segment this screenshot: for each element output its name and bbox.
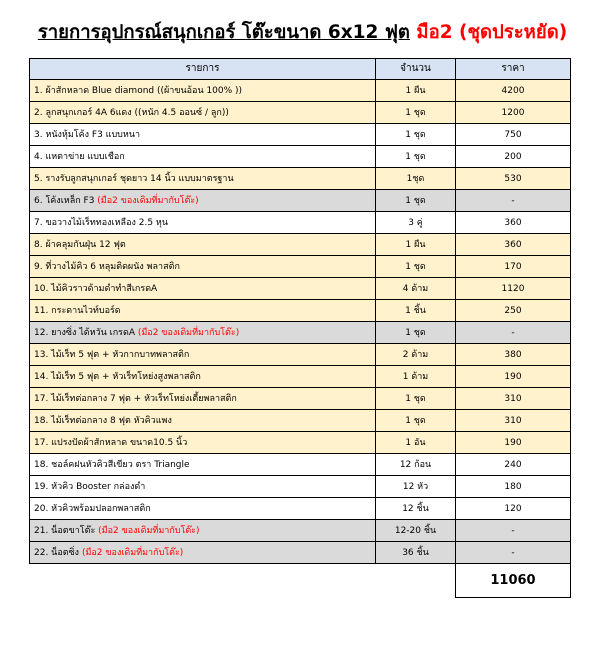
header-item: รายการ: [30, 59, 376, 80]
item-label: 14. ไม้เร็ท 5 ฟุต + หัวเร็ทโหย่งสูงพลาสติก: [34, 371, 201, 382]
item-cell: [30, 432, 376, 454]
qty-cell: 12 ก้อน: [376, 454, 456, 476]
item-cell: [30, 322, 376, 344]
qty-cell: 36 ชิ้น: [376, 542, 456, 564]
table-row: [30, 278, 571, 300]
qty-cell: 1 ชุด: [376, 190, 456, 212]
document-title: [0, 18, 605, 48]
item-label: 4. แหตาข่าย แบบเชือก: [34, 151, 125, 162]
qty-cell: 1 อัน: [376, 432, 456, 454]
table-row: [30, 300, 571, 322]
qty-cell: 1 ชุด: [376, 388, 456, 410]
price-cell: 310: [456, 410, 571, 432]
table-row: [30, 80, 571, 102]
title-sub: มือ2 (ชุดประหยัด): [416, 22, 568, 43]
item-label: 19. หัวคิว Booster กล่องดำ: [34, 481, 146, 492]
price-cell: 310: [456, 388, 571, 410]
item-cell: [30, 344, 376, 366]
table-row: [30, 212, 571, 234]
qty-cell: 12 ชิ้น: [376, 498, 456, 520]
qty-cell: 2 ด้าม: [376, 344, 456, 366]
price-cell: 750: [456, 124, 571, 146]
item-label: 13. ไม้เร็ท 5 ฟุต + หัวกากบาทพลาสติก: [34, 349, 190, 360]
table-row: [30, 520, 571, 542]
item-cell: [30, 190, 376, 212]
table-row: [30, 498, 571, 520]
qty-cell: 1 ชุด: [376, 410, 456, 432]
item-label: 5. รางรับลูกสนุกเกอร์ ชุดยาว 14 นิ้ว แบบมาตรฐาน: [34, 173, 234, 184]
item-cell: [30, 520, 376, 542]
table-row: [30, 388, 571, 410]
table-row: [30, 542, 571, 564]
qty-cell: 1 ชุด: [376, 256, 456, 278]
title-main: รายการอุปกรณ์สนุกเกอร์ โต๊ะขนาด 6x12 ฟุต: [37, 22, 410, 43]
item-cell: [30, 212, 376, 234]
price-cell: 200: [456, 146, 571, 168]
qty-cell: 1 ผืน: [376, 234, 456, 256]
item-cell: [30, 146, 376, 168]
price-cell: 250: [456, 300, 571, 322]
table-row: [30, 366, 571, 388]
qty-cell: 1 ชิ้น: [376, 300, 456, 322]
table-row: [30, 146, 571, 168]
item-note: (มือ2 ของเดิมที่มากับโต๊ะ): [97, 195, 199, 206]
item-cell: [30, 542, 376, 564]
item-label: 18. ชอล์คฝนหัวคิวสีเขียว ตรา Triangle: [34, 459, 190, 470]
qty-cell: 1 ชุด: [376, 124, 456, 146]
item-cell: [30, 168, 376, 190]
price-cell: 530: [456, 168, 571, 190]
price-cell: 360: [456, 234, 571, 256]
item-label: 11. กระดานไวท์บอร์ด: [34, 305, 121, 316]
equipment-table: [29, 58, 571, 598]
qty-cell: 1 ชุด: [376, 146, 456, 168]
table-row: [30, 432, 571, 454]
item-cell: [30, 498, 376, 520]
item-label: 3. หนังหุ้มโค้ง F3 แบบหนา: [34, 129, 141, 140]
total-price: 11060: [456, 564, 571, 598]
price-cell: -: [456, 322, 571, 344]
qty-cell: 1 ผืน: [376, 80, 456, 102]
item-cell: [30, 124, 376, 146]
price-cell: 1200: [456, 102, 571, 124]
price-cell: 1120: [456, 278, 571, 300]
qty-cell: 3 คู่: [376, 212, 456, 234]
item-cell: [30, 278, 376, 300]
item-label: 8. ผ้าคลุมกันฝุ่น 12 ฟุต: [34, 239, 126, 250]
price-cell: 380: [456, 344, 571, 366]
price-cell: -: [456, 520, 571, 542]
table-header-row: [30, 59, 571, 80]
item-label: 10. ไม้คิวราวด้ามดำทำสีเกรดA: [34, 283, 158, 294]
table-row: [30, 410, 571, 432]
qty-cell: 12-20 ชิ้น: [376, 520, 456, 542]
price-cell: 170: [456, 256, 571, 278]
item-label: 1. ผ้าสักหลาด Blue diamond ((ผ้าขนอ้อน 100% )): [34, 85, 243, 96]
item-label: 22. น็อตซิ่ง: [34, 547, 82, 558]
price-cell: 190: [456, 366, 571, 388]
item-label: 21. น็อตขาโต๊ะ: [34, 525, 99, 536]
price-cell: 190: [456, 432, 571, 454]
item-label: 2. ลูกสนุกเกอร์ 4A 6แดง ((หนัก 4.5 ออนซ์ / ลูก)): [34, 107, 229, 118]
price-cell: 4200: [456, 80, 571, 102]
item-label: 20. หัวคิวพร้อมปลอกพลาสติก: [34, 503, 151, 514]
price-cell: -: [456, 190, 571, 212]
qty-cell: 1 ชุด: [376, 322, 456, 344]
table-row: [30, 344, 571, 366]
item-label: 18. ไม้เร็ทต่อกลาง 8 ฟุต หัวคิวแพง: [34, 415, 172, 426]
qty-cell: 1 ชุด: [376, 102, 456, 124]
item-label: 17. ไม้เร็ทต่อกลาง 7 ฟุต + หัวเร็ทโหย่งเตี้ยพลาสติก: [34, 393, 237, 404]
total-row: [30, 564, 571, 598]
item-label: 6. โค้งเหล็ก F3: [34, 195, 98, 206]
table-row: [30, 322, 571, 344]
item-cell: [30, 300, 376, 322]
item-cell: [30, 102, 376, 124]
item-cell: [30, 256, 376, 278]
item-cell: [30, 80, 376, 102]
item-note: (มือ2 ของเดิมที่มากับโต๊ะ): [98, 525, 200, 536]
price-cell: 360: [456, 212, 571, 234]
item-label: 9. ที่วางไม้คิว 6 หลุมติดผนัง พลาสติก: [34, 261, 180, 272]
header-price: ราคา: [456, 59, 571, 80]
item-cell: [30, 454, 376, 476]
qty-cell: 1 ด้าม: [376, 366, 456, 388]
table-row: [30, 234, 571, 256]
qty-cell: 12 หัว: [376, 476, 456, 498]
item-note: (มือ2 ของเดิมที่มากับโต๊ะ): [81, 547, 184, 558]
price-cell: 180: [456, 476, 571, 498]
price-cell: 240: [456, 454, 571, 476]
table-row: [30, 190, 571, 212]
item-label: 12. ยางซิ่ง ได้หวัน เกรดA: [34, 327, 138, 338]
item-cell: [30, 410, 376, 432]
table-row: [30, 256, 571, 278]
qty-cell: 1ชุด: [376, 168, 456, 190]
header-qty: จำนวน: [376, 59, 456, 80]
table-row: [30, 476, 571, 498]
table-row: [30, 102, 571, 124]
price-cell: -: [456, 542, 571, 564]
table-row: [30, 168, 571, 190]
item-cell: [30, 366, 376, 388]
item-cell: [30, 476, 376, 498]
item-cell: [30, 388, 376, 410]
item-label: 7. ขอวางไม้เร็ททองเหลือง 2.5 หุน: [34, 217, 168, 228]
item-note: (มือ2 ของเดิมที่มากับโต๊ะ): [137, 327, 240, 338]
qty-cell: 4 ด้าม: [376, 278, 456, 300]
price-cell: 120: [456, 498, 571, 520]
item-label: 17. แปรงปัดผ้าสักหลาด ขนาด10.5 นิ้ว: [34, 437, 188, 448]
table-row: [30, 124, 571, 146]
table-row: [30, 454, 571, 476]
item-cell: [30, 234, 376, 256]
